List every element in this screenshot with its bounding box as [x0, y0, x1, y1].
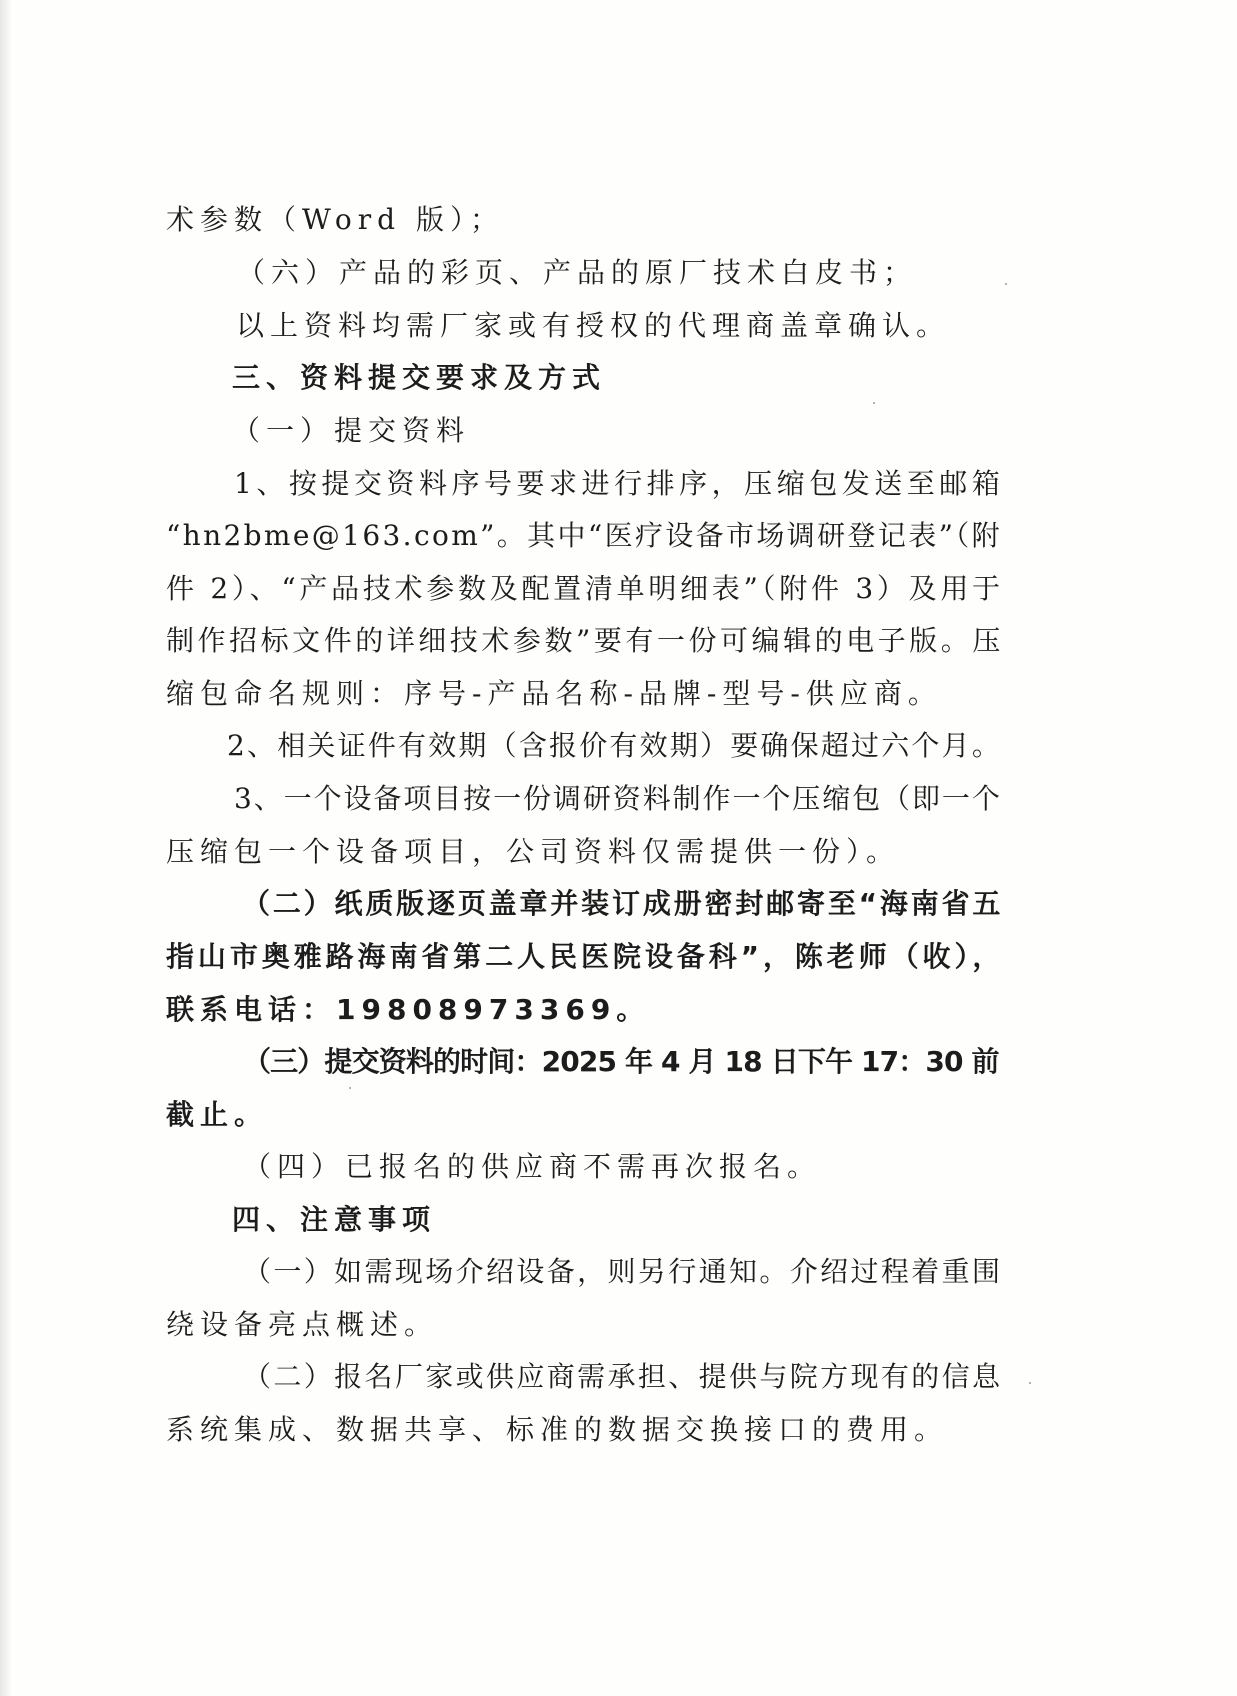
subsection-heading: （一）提交资料 — [232, 414, 471, 447]
document-line: （四）已报名的供应商不需再次报名。 — [243, 1150, 822, 1183]
document-line: 截止。 — [166, 1098, 269, 1131]
scan-speck — [1005, 283, 1007, 285]
document-line: 压缩包一个设备项目，公司资料仅需提供一份）。 — [166, 835, 901, 868]
document-line: “hn2bme@163.com”。其中“医疗设备市场调研登记表”（附 — [166, 519, 1002, 552]
scan-edge-shadow — [0, 0, 12, 1696]
document-line: 制作招标文件的详细技术参数”要有一份可编辑的电子版。压 — [166, 624, 1004, 657]
scan-speck — [1029, 1382, 1031, 1384]
document-line: 缩包命名规则：序号-产品名称-品牌-型号-供应商。 — [166, 677, 942, 710]
scan-speck — [349, 1087, 351, 1089]
document-line: 以上资料均需厂家或有授权的代理商盖章确认。 — [236, 309, 951, 342]
document-line: 3、一个设备项目按一份调研资料制作一个压缩包（即一个 — [234, 782, 1002, 815]
document-line: 指山市奥雅路海南省第二人民医院设备科”，陈老师（收）， — [166, 940, 1005, 973]
document-line: 绕设备亮点概述。 — [166, 1308, 439, 1341]
section-heading: 三、资料提交要求及方式 — [232, 361, 607, 394]
document-line: 系统集成、数据共享、标准的数据交换接口的费用。 — [166, 1413, 949, 1446]
deadline-line: （三）提交资料的时间：2025 年 4 月 18 日下午 17：30 前 — [243, 1045, 999, 1078]
document-line: 2、相关证件有效期（含报价有效期）要确保超过六个月。 — [227, 729, 1003, 762]
document-line: 件 2）、“产品技术参数及配置清单明细表”（附件 3）及用于 — [166, 572, 1004, 605]
scan-speck — [873, 402, 875, 404]
document-line: （二）纸质版逐页盖章并装订成册密封邮寄至“海南省五 — [242, 887, 1004, 920]
document-line: 1、按提交资料序号要求进行排序，压缩包发送至邮箱 — [234, 467, 1005, 500]
document-line: （二）报名厂家或供应商需承担、提供与院方现有的信息 — [243, 1360, 1003, 1393]
document-line: 术参数（Word 版）； — [166, 203, 504, 236]
document-line: （六）产品的彩页、产品的原厂技术白皮书； — [237, 256, 918, 289]
section-heading: 四、注意事项 — [232, 1203, 437, 1236]
contact-phone-line: 联系电话：19808973369。 — [166, 993, 651, 1026]
document-line: （一）如需现场介绍设备，则另行通知。介绍过程着重围 — [243, 1255, 1003, 1288]
